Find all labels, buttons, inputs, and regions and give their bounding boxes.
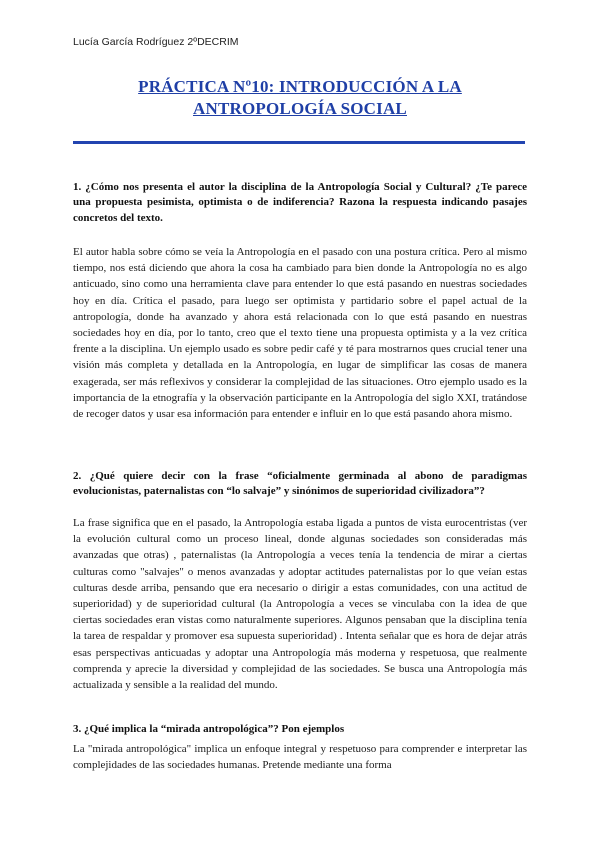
question-2: 2. ¿Qué quiere decir con la frase “oficialmente germinada al abono de paradigmas evolucionistas, paternalistas con “lo salvaje” y sinónimos de superioridad civilizadora”? [73, 470, 527, 498]
question-3: 3. ¿Qué implica la “mirada antropológica”? Pon ejemplos [73, 723, 345, 735]
author-header: Lucía García Rodríguez 2ºDECRIM [73, 36, 239, 48]
title-divider [73, 141, 525, 144]
question-1: 1. ¿Cómo nos presenta el autor la disciplina de la Antropología Social y Cultural? ¿Te parece una propuesta pesimista, optimista o de indiferencia? Razona la respuesta indicando pasajes concretos del texto. [73, 181, 527, 224]
page-title [73, 76, 527, 120]
answer-2: La frase significa que en el pasado, la Antropología estaba ligada a puntos de vista eurocentristas (ver la evolución cultural como un proceso lineal, donde algunas sociedades son consideradas más avanzadas que otras) , paternalistas (la Antropología a veces tenía la tendencia de mirar a ciertas culturas como "salvajes" o menos avanzadas y adoptar actitudes paternalistas por lo que veían estas culturas desde arriba, pensando que era necesario o dirigir a estas comunidades, con una actitud de superioridad) y de superioridad cultural (la Antropología a veces se vinculaba con la idea de que ciertas sociedades eran vistas como naturalmente superiores. Algunos pensaban que la disciplina tenía la tarea de respaldar y promover esa supuesta superioridad) . Intenta señalar que es hora de dejar atrás esas perspectivas anticuadas y adoptar una Antropología más moderna y respetuosa, que realmente comprenda y aprecie la diversidad y complejidad de las sociedades. Se busca una Antropología más actualizada y sensible a la realidad del mundo. [73, 517, 527, 692]
title-line-1: PRÁCTICA Nº10: INTRODUCCIÓN A LA [138, 77, 462, 96]
title-line-2: ANTROPOLOGÍA SOCIAL [193, 99, 407, 118]
answer-1: El autor habla sobre cómo se veía la Antropología en el pasado con una postura crítica. Pero al mismo tiempo, nos está diciendo que ahora la cosa ha cambiado para bien donde la Antropología no es algo anticuado, sino como una herramienta clave para entender lo que está pasando en nuestras sociedades hoy en día. Crítica el pasado, para luego ser optimista y partidario sobre el papel actual de la antropología, donde ha avanzado y ahora está relacionada con lo que está pasando en nuestras sociedades hoy en día, por lo tanto, creo que el texto tiene una propuesta optimista y a la vez crítica frente a la disciplina. Un ejemplo usado es sobre pedir café y té para mostrarnos ques crucial tener una visión más completa y detallada en la Antropología, en lugar de simplificar las cosas de manera exagerada, ser más reflexivos y considerar la complejidad de las situaciones. Otro ejemplo usado es la importancia de la etnografía y la observación participante en la Antropología del siglo XXI, tratándose de recoger datos y usar esa información para entender e influir en lo que está pasando ahora mismo. [73, 246, 527, 421]
answer-3: La "mirada antropológica" implica un enfoque integral y respetuoso para comprender e interpretar las complejidades de las sociedades humanas. Pretende mediante una forma [73, 743, 527, 772]
